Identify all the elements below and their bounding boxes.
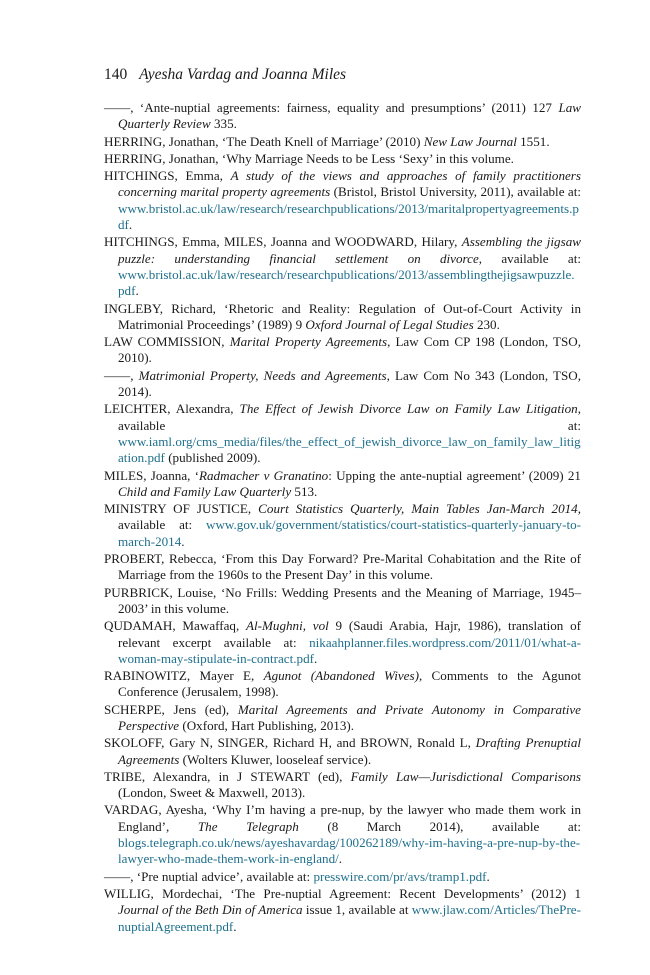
entry-text: , Law Com CP 198 (London, TSO, 2010). [118,334,581,366]
entry-text: ——, ‘Pre nuptial advice’, available at: [104,868,314,884]
entry-text: 513. [291,483,318,499]
entry-text: MILES, Joanna, ‘ [104,467,200,483]
entry-text: . [181,533,185,549]
entry-text: INGLEBY, Richard, ‘Rhetoric and Reality: Regulation of Out-of-Court Activity in Matrimonial Proceedings’ (1989) 9 [104,300,581,332]
entry-text: , Comments to the Agunot Conference (Jerusalem, 1998). [118,668,581,700]
entry-text: (London, Sweet & Maxwell, 2013). [118,785,306,801]
bibliography-entry [104,501,581,550]
entry-title-italic: Assembling the jigsaw puzzle: understanding financial settlement on divorce [118,234,581,266]
entry-url-link[interactable]: www.bristol.ac.uk/law/research/researchpublications/2013/assemblingthejigsawpuzzle.pdf [118,266,575,299]
entry-title-italic: Oxford Journal of Legal Studies [305,316,474,332]
entry-url-link[interactable]: blogs.telegraph.co.uk/news/ayeshavardag/100262189/why-im-having-a-pre-nup-by-the-lawyer-who-made-them-work-in-england/ [118,835,581,867]
entry-text: (published 2009). [164,450,261,466]
running-head [104,66,581,84]
entry-title-italic: A study of the views and approaches of family practitioners concerning marital property agreements [118,168,581,200]
entry-title-italic: Family Law—Jurisdictional Comparisons [350,768,581,784]
entry-title-italic: Al-Mughni, vol [246,618,329,634]
entry-text: 1551. [516,133,550,149]
entry-text: ——, [104,367,139,383]
entry-title-italic: Agunot (Abandoned Wives) [263,668,419,684]
entry-text: PURBRICK, Louise, ‘No Frills: Wedding Presents and the Meaning of Marriage, 1945–2003’ in this volume. [104,584,581,616]
entry-url-link[interactable]: www.gov.uk/government/statistics/court-statistics-quarterly-january-to-march-2014 [118,517,581,549]
bibliography-entry [104,668,581,701]
entry-text: . [338,851,343,867]
entry-title-italic: Drafting Prenuptial Agreements [118,735,582,767]
bibliography-entry [104,151,581,167]
entry-text: HITCHINGS, Emma, [104,168,231,184]
bibliography-entry [104,702,581,735]
entry-text: 335. [210,116,237,132]
entry-title-italic: Court Statistics Quarterly, Main Tables Jan-March 2014, [258,501,582,517]
entry-text: . [233,918,237,934]
bibliography-entry [104,134,581,150]
page [104,66,581,936]
entry-text: (8 March 2014), available at: [298,818,581,834]
bibliography-entry [104,401,581,466]
entry-text: SKOLOFF, Gary N, SINGER, Richard H, and BROWN, Ronald L, [104,735,476,751]
bibliography-entry [104,869,581,885]
entry-text: SCHERPE, Jens (ed), [104,701,238,717]
running-head-authors: Ayesha Vardag and Joanna Miles [139,66,347,83]
bibliography-entry [104,551,581,584]
entry-text: available at: [118,517,206,533]
page-number: 140 [104,66,128,83]
bibliography-entry [104,585,581,618]
entry-title-italic: Marital Property Agreements [229,334,388,350]
entry-text: MINISTRY OF JUSTICE, [104,501,259,517]
entry-title-italic: The Telegraph [197,818,299,834]
entry-title-italic: Matrimonial Property, Needs and Agreements [138,367,387,383]
entry-url-link[interactable]: www.iaml.org/cms_media/files/the_effect_of_jewish_divorce_law_on_family_law_litigation.pdf [118,433,581,466]
bibliography-entry [104,368,581,401]
bibliography-entry [104,234,581,299]
entry-text: QUDAMAH, Mawaffaq, [104,618,247,634]
entry-title-italic: Marital Agreements and Private Autonomy in Comparative Perspective [118,701,581,733]
entry-title-italic: Child and Family Law Quarterly [118,483,292,499]
bibliography-entry [104,886,581,935]
entry-text: HITCHINGS, Emma, MILES, Joanna and WOODWARD, Hilary, [104,234,462,250]
entry-url-link[interactable]: www.jlaw.com/Articles/ThePre-nuptialAgreement.pdf [118,902,581,934]
entry-text: PROBERT, Rebecca, ‘From this Day Forward? Pre-Marital Cohabitation and the Rite of Marriage from the 1960s to the Present Day’ in this volume. [104,551,581,583]
entry-title-italic: Radmacher v Granatino [199,467,329,483]
entry-text: (Bristol, Bristol University, 2011), available at: [330,184,582,200]
entry-text: RABINOWITZ, Mayer E, [104,668,264,684]
entry-text: . [486,868,490,884]
entry-text: , Law Com No 343 (London, TSO, 2014). [118,367,582,400]
entry-url-link[interactable]: presswire.com/pr/avs/tramp1.pdf [313,868,487,884]
entry-title-italic: New Law Journal [423,133,517,149]
entry-text: , available at: [118,401,581,433]
entry-text: : Upping the ante-nuptial agreement’ (2009) 21 [328,467,581,483]
bibliography-list [104,100,581,935]
bibliography-entry [104,468,581,501]
bibliography-entry [104,100,581,133]
entry-url-link[interactable]: nikaahplanner.files.wordpress.com/2011/01/what-a-woman-may-stipulate-in-contract.pdf [118,634,581,666]
entry-text: . [313,650,318,666]
bibliography-entry [104,618,581,667]
bibliography-entry [104,334,581,367]
entry-text: WILLIG, Mordechai, ‘The Pre-nuptial Agreement: Recent Developments’ (2012) 1 [104,885,581,901]
bibliography-entry [104,735,581,768]
entry-text: . [135,283,139,299]
bibliography-entry [104,168,581,233]
entry-text: TRIBE, Alexandra, in J STEWART (ed), [104,768,351,784]
entry-text: LEICHTER, Alexandra, [104,401,240,417]
bibliography-entry [104,802,581,867]
entry-title-italic: Law Quarterly Review [118,100,581,132]
entry-text: , available at: [478,250,581,266]
bibliography-entry [104,301,581,334]
entry-text: LAW COMMISSION, [104,334,230,350]
entry-text: HERRING, Jonathan, ‘Why Marriage Needs to be Less ‘Sexy’ in this volume. [104,150,514,166]
entry-text: (Wolters Kluwer, looseleaf service). [179,751,372,767]
entry-title-italic: The Effect of Jewish Divorce Law on Family Law Litigation [239,401,578,417]
entry-text: issue 1, available at [302,902,412,918]
entry-text: VARDAG, Ayesha, ‘Why I’m having a pre-nup, by the lawyer who made them work in England’, [104,802,581,834]
entry-url-link[interactable]: www.bristol.ac.uk/law/research/researchpublications/2013/maritalpropertyagreements.pdf [118,200,579,233]
entry-text: (Oxford, Hart Publishing, 2013). [179,717,355,733]
entry-title-italic: Journal of the Beth Din of America [118,902,303,918]
entry-text: ——, ‘Ante-nuptial agreements: fairness, equality and presumptions’ (2011) 127 [104,100,559,115]
entry-text: 230. [473,316,500,332]
entry-text: HERRING, Jonathan, ‘The Death Knell of Marriage’ (2010) [104,133,424,149]
bibliography-entry [104,769,581,802]
entry-text: 9 (Saudi Arabia, Hajr, 1986), translation of relevant excerpt available at: [118,618,581,650]
entry-text: . [128,217,133,233]
